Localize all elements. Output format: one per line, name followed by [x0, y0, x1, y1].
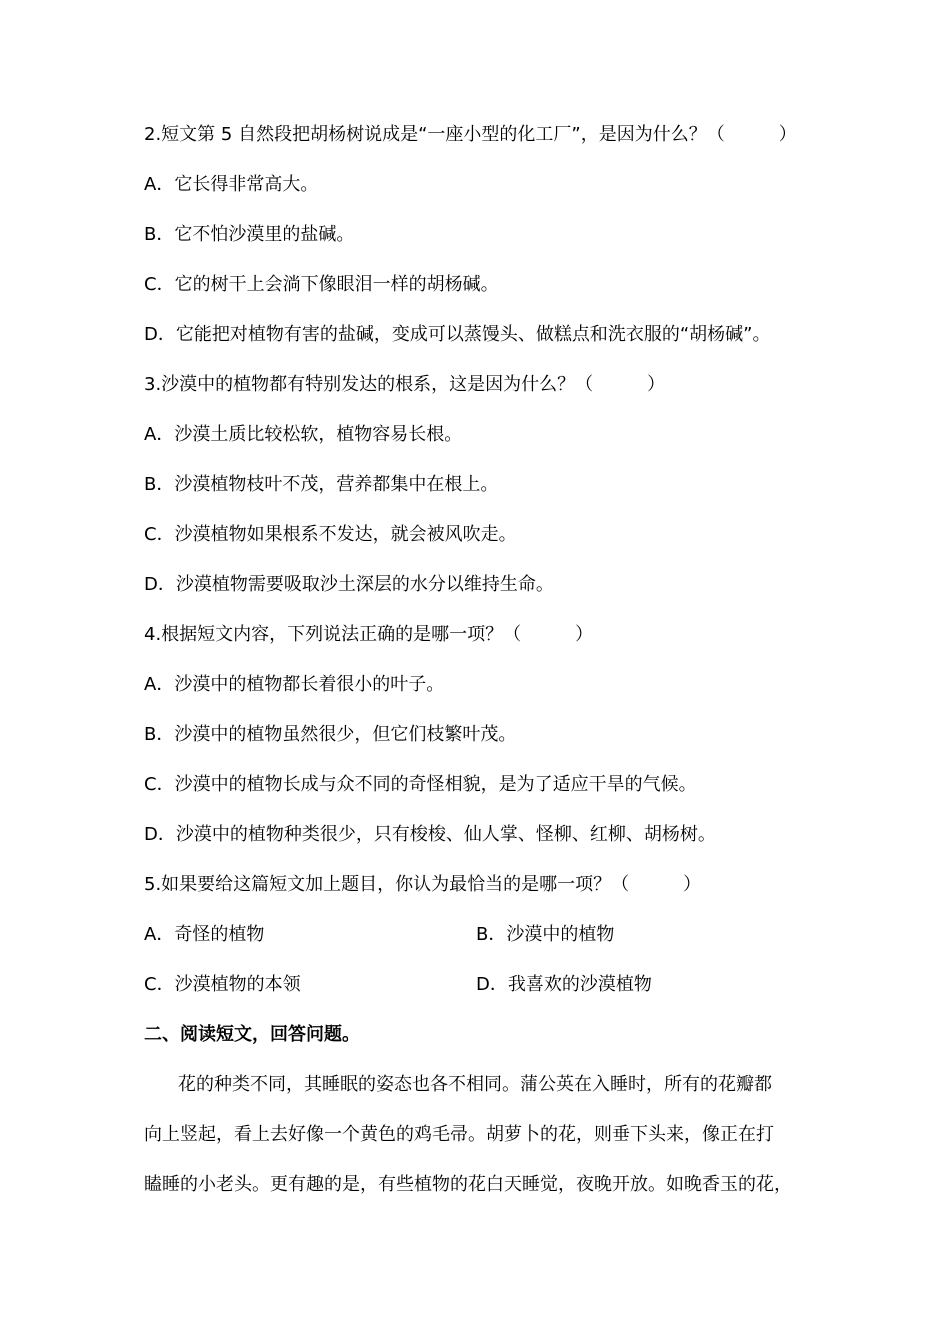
question-2-option-a: A．它长得非常高大。 — [144, 174, 319, 195]
question-4-option-d: D．沙漠中的植物种类很少，只有梭梭、仙人掌、怪柳、红柳、胡杨树。 — [144, 824, 716, 845]
question-5-option-d: D．我喜欢的沙漠植物 — [476, 974, 652, 995]
question-2-option-b: B．它不怕沙漠里的盐碱。 — [144, 224, 355, 245]
passage-line: 瞌睡的小老头。更有趣的是，有些植物的花白天睡觉，夜晚开放。如晚香玉的花， — [144, 1174, 792, 1195]
question-3-option-b: B．沙漠植物枝叶不茂，营养都集中在根上。 — [144, 474, 499, 495]
passage-line: 花的种类不同，其睡眠的姿态也各不相同。蒲公英在入睡时，所有的花瓣都 — [178, 1074, 772, 1095]
question-4-option-b: B．沙漠中的植物虽然很少，但它们枝繁叶茂。 — [144, 724, 517, 745]
question-2-stem: 2.短文第 5 自然段把胡杨树说成是“一座小型的化工厂”，是因为什么？（ ） — [144, 124, 797, 145]
question-3-option-c: C．沙漠植物如果根系不发达，就会被风吹走。 — [144, 524, 517, 545]
question-4-option-a: A．沙漠中的植物都长着很小的叶子。 — [144, 674, 445, 695]
question-3-option-d: D．沙漠植物需要吸取沙土深层的水分以维持生命。 — [144, 574, 554, 595]
question-5-stem: 5.如果要给这篇短文加上题目，你认为最恰当的是哪一项？（ ） — [144, 874, 702, 895]
question-4-stem: 4.根据短文内容，下列说法正确的是哪一项？（ ） — [144, 624, 594, 645]
question-5-option-c: C．沙漠植物的本领 — [144, 974, 301, 995]
section-2-heading: 二、阅读短文，回答问题。 — [144, 1024, 360, 1045]
question-4-option-c: C．沙漠中的植物长成与众不同的奇怪相貌，是为了适应干旱的气候。 — [144, 774, 697, 795]
question-3-stem: 3.沙漠中的植物都有特别发达的根系，这是因为什么？（ ） — [144, 374, 666, 395]
question-2-option-d: D．它能把对植物有害的盐碱，变成可以蒸馒头、做糕点和洗衣服的“胡杨碱”。 — [144, 324, 771, 345]
question-3-option-a: A．沙漠土质比较松软，植物容易长根。 — [144, 424, 463, 445]
question-5-option-b: B．沙漠中的植物 — [476, 924, 615, 945]
question-5-option-a: A．奇怪的植物 — [144, 924, 265, 945]
passage-line: 向上竖起，看上去好像一个黄色的鸡毛帚。胡萝卜的花，则垂下头来，像正在打 — [144, 1124, 774, 1145]
question-2-option-c: C．它的树干上会淌下像眼泪一样的胡杨碱。 — [144, 274, 499, 295]
